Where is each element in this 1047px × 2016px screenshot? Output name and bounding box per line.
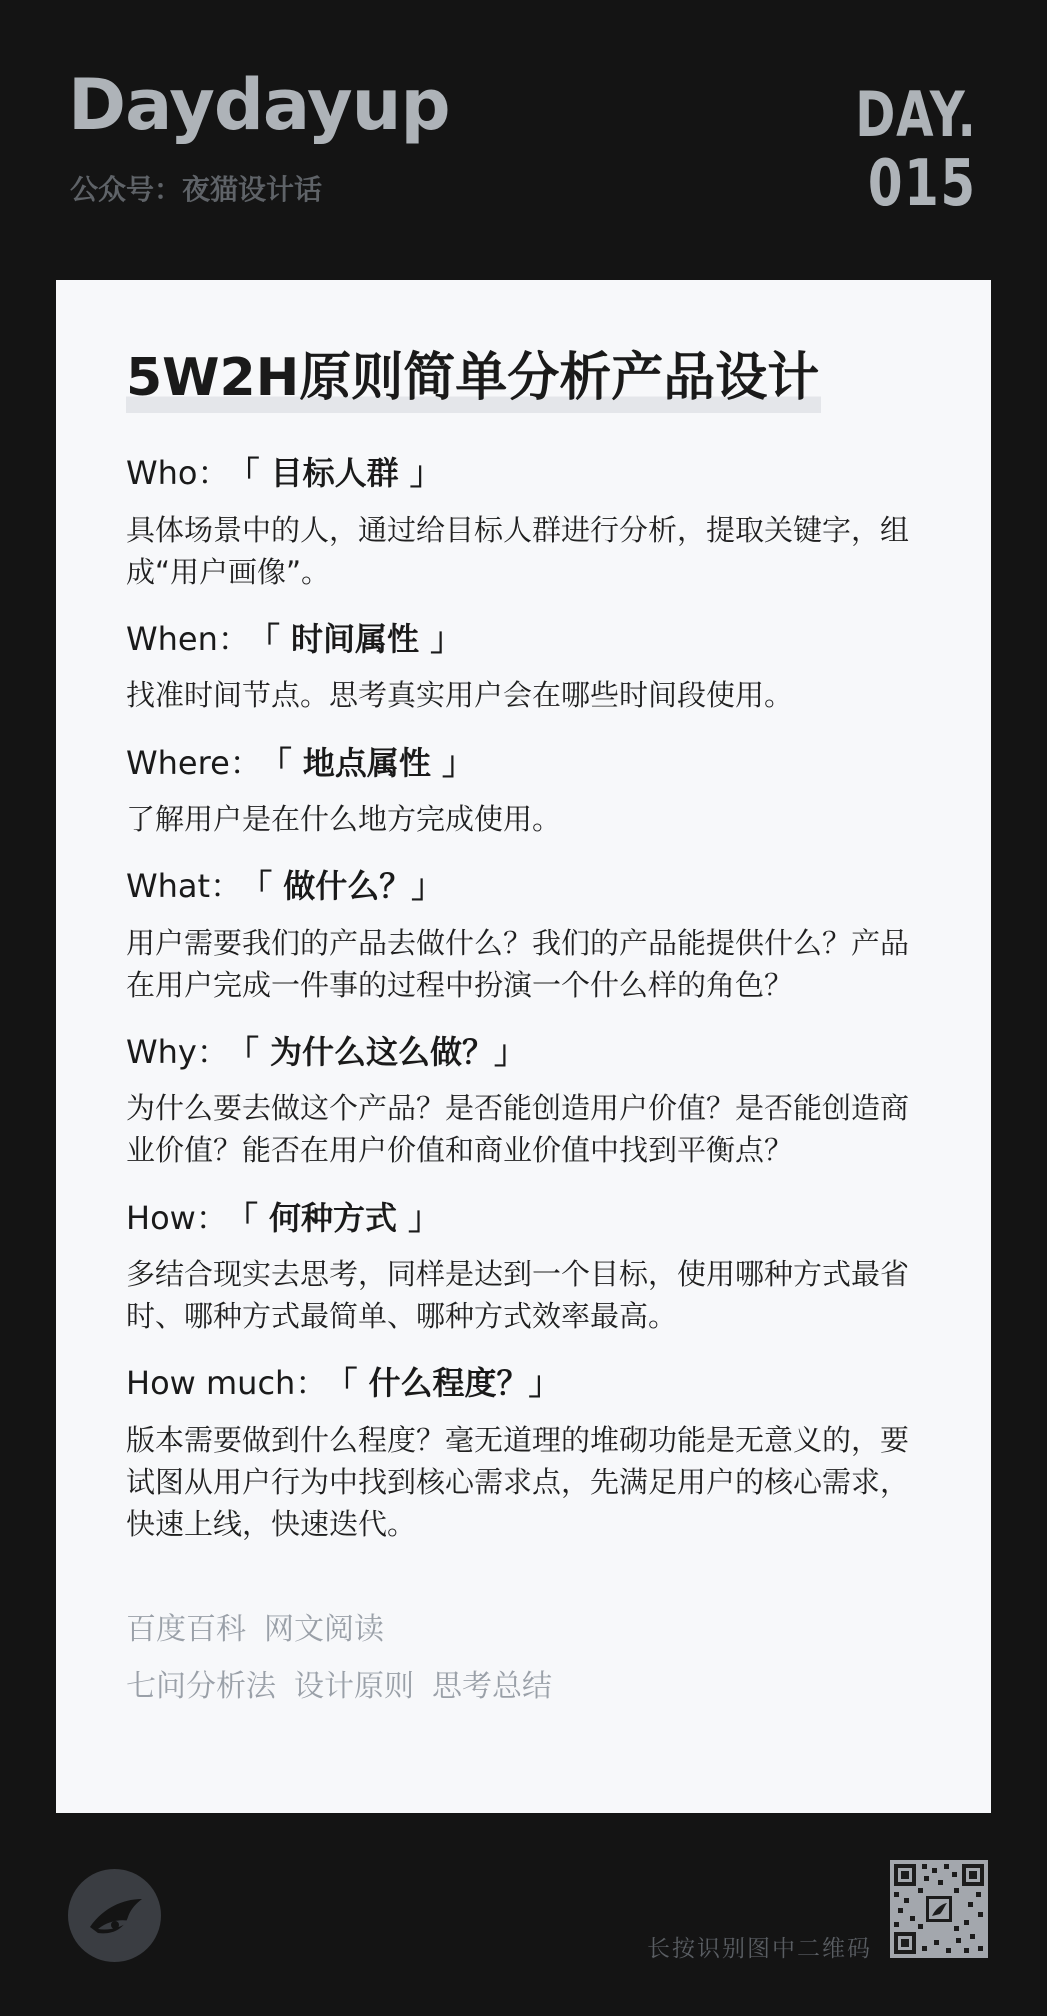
section-theme: 「 为什么这么做？」 [242, 1032, 527, 1071]
qr-code-icon[interactable] [890, 1860, 988, 1958]
section-how [126, 1198, 926, 1338]
section-theme: 「 目标人群 」 [243, 454, 442, 493]
section-theme: 「 什么程度？」 [341, 1364, 561, 1403]
day-number: 015 [868, 147, 977, 221]
section-who [126, 453, 926, 593]
section-separator: ： [295, 1364, 328, 1403]
brand-title: Daydayup [68, 64, 450, 146]
section-why [126, 1032, 926, 1172]
section-body: 了解用户是在什么地方完成使用。 [126, 802, 562, 837]
section-heading [126, 866, 926, 908]
section-body: 用户需要我们的产品去做什么？我们的产品能提供什么？产品在用户完成一件事的过程中扮演一个什么样的角色？ [126, 925, 910, 1002]
day-label: DAY. [855, 78, 977, 151]
section-separator: ： [196, 1032, 229, 1071]
section-heading [126, 1032, 926, 1074]
section-separator: ： [197, 454, 230, 493]
section-term: How much [126, 1364, 296, 1403]
tag-design-principles[interactable]: 设计原则 [294, 1668, 414, 1704]
tag-row [126, 1601, 926, 1658]
tag-seven-questions[interactable]: 七问分析法 [126, 1668, 276, 1704]
tag-list [126, 1601, 926, 1715]
section-how-much [126, 1363, 926, 1545]
section-term: Why [126, 1032, 197, 1071]
account-subtitle: 公众号：夜猫设计话 [70, 173, 323, 206]
section-body: 为什么要去做这个产品？是否能创造用户价值？是否能创造商业价值？能否在用户价值和商业价值中找到平衡点？ [126, 1091, 910, 1168]
section-what [126, 866, 926, 1006]
section-separator: ： [217, 619, 250, 658]
content-card [56, 280, 991, 1813]
section-theme: 「 做什么？」 [256, 867, 444, 906]
tag-row [126, 1658, 926, 1715]
section-separator: ： [195, 1198, 228, 1237]
section-theme: 「 时间属性 」 [263, 619, 463, 658]
tag-web-reading[interactable]: 网文阅读 [264, 1611, 384, 1647]
section-heading [126, 743, 926, 785]
section-theme: 「 地点属性 」 [275, 743, 475, 782]
section-body: 找准时间节点。思考真实用户会在哪些时间段使用。 [126, 678, 794, 713]
section-term: How [126, 1198, 196, 1237]
section-body: 具体场景中的人，通过给目标人群进行分析，提取关键字，组成“用户画像”。 [126, 512, 910, 589]
section-body: 版本需要做到什么程度？毫无道理的堆砌功能是无意义的，要试图从用户行为中找到核心需求点，先满足用户的核心需求，快速上线，快速迭代。 [126, 1422, 910, 1541]
tag-baidu-baike[interactable]: 百度百科 [126, 1611, 246, 1647]
section-term: Where [126, 743, 230, 782]
section-heading [126, 453, 926, 495]
day-badge [821, 78, 977, 221]
section-heading [126, 1363, 926, 1405]
tag-thinking-summary[interactable]: 思考总结 [432, 1668, 552, 1704]
section-where [126, 743, 926, 841]
section-body: 多结合现实去思考，同样是达到一个目标，使用哪种方式最省时、哪种方式最简单、哪种方式效率最高。 [126, 1257, 910, 1334]
section-separator: ： [210, 867, 243, 906]
section-term: What [126, 867, 211, 906]
cat-eye-logo-icon [68, 1869, 161, 1962]
qr-hint-text: 长按识别图中二维码 [647, 1936, 872, 1962]
section-term: When [126, 619, 218, 658]
section-theme: 「 何种方式 」 [241, 1198, 441, 1237]
section-term: Who [126, 454, 198, 493]
section-separator: ： [229, 743, 262, 782]
article-title: 5W2H原则简单分析产品设计 [126, 350, 821, 413]
section-heading [126, 619, 926, 661]
section-when [126, 619, 926, 717]
section-heading [126, 1198, 926, 1240]
card-content [126, 350, 926, 1715]
